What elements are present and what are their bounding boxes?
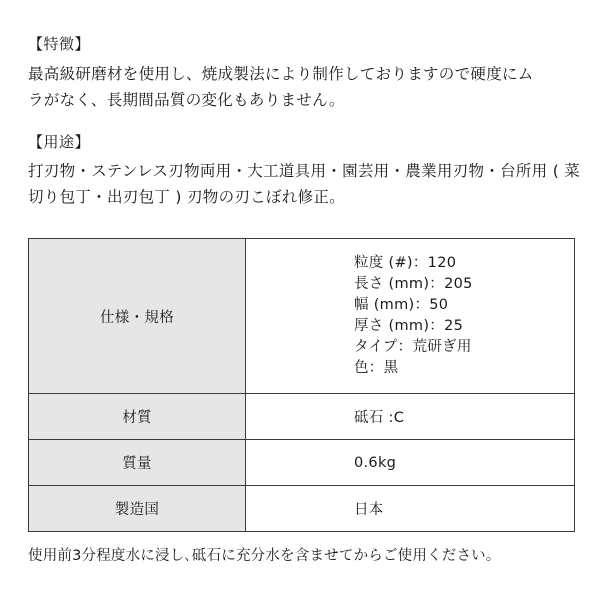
weight-label: 質量 <box>29 440 246 486</box>
table-row <box>29 239 575 394</box>
spec-length: 長さ (mm)：205 <box>354 276 473 292</box>
feature-heading: 【特徴】 <box>28 35 91 53</box>
spec-grit: 粒度 (#)：120 <box>354 255 457 271</box>
feature-line: 最高級研磨材を使用し、焼成製法により制作しておりますので硬度にム <box>28 65 534 83</box>
origin-label: 製造国 <box>29 486 246 532</box>
material-value: 砥石 :C <box>246 394 575 440</box>
spec-table <box>28 238 575 532</box>
usage-line: 打刃物・ステンレス刃物両用・大工道具用・園芸用・農業用刃物・台所用 ( 菜 <box>28 162 581 180</box>
usage-description <box>28 158 584 210</box>
table-row <box>29 394 575 440</box>
spec-values <box>246 239 575 394</box>
spec-color: 色：黒 <box>354 360 399 376</box>
table-row <box>29 486 575 532</box>
material-label: 材質 <box>29 394 246 440</box>
weight-value: 0.6kg <box>246 440 575 486</box>
usage-line: 切り包丁・出刃包丁 ) 刃物の刃こぼれ修正。 <box>28 188 346 206</box>
usage-heading: 【用途】 <box>28 133 91 151</box>
table-row <box>29 440 575 486</box>
feature-line: ラがなく、長期間品質の変化もありません。 <box>28 91 345 109</box>
usage-note: 使用前3分程度水に浸し､砥石に充分水を含ませてからご使用ください｡ <box>28 548 494 564</box>
origin-value: 日本 <box>246 486 575 532</box>
feature-description <box>28 61 584 113</box>
spec-label: 仕様・規格 <box>29 239 246 394</box>
spec-thickness: 厚さ (mm)：25 <box>354 318 464 334</box>
spec-type: タイプ：荒研ぎ用 <box>354 339 472 355</box>
spec-width: 幅 (mm)：50 <box>354 297 449 313</box>
